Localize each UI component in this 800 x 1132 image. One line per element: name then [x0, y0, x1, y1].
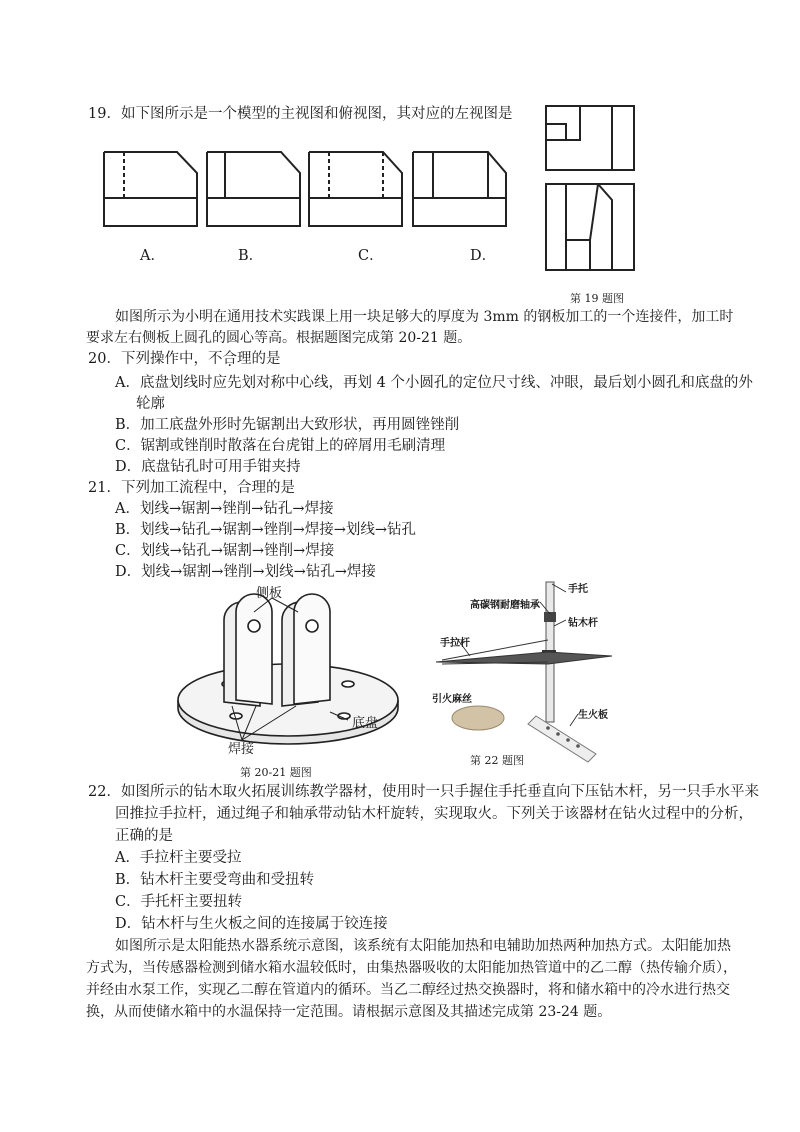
q20-option-c[interactable]: C．锯割或锉削时散落在台虎钳上的碎屑用毛刷清理 — [115, 438, 446, 454]
fig22-label-rod: 钻木杆 — [568, 618, 598, 629]
fig22-label-pull-bar: 手拉杆 — [440, 638, 470, 649]
q19-option-d[interactable]: D． — [470, 248, 497, 264]
q22-option-c[interactable]: C．手托杆主要扭转 — [115, 894, 243, 910]
q21-option-d[interactable]: D．划线→锯割→锉削→划线→钻孔→焊接 — [115, 564, 376, 580]
fig22-caption: 第 22 题图 — [470, 754, 524, 767]
intro-23-24-line2: 方式为，当传感器检测到储水箱水温较低时，由集热器吸收的太阳能加热管道中的乙二醇（热传输介质）， — [86, 960, 737, 976]
intro-20-21-line2: 要求左右侧板上圆孔的圆心等高。根据题图完成第 20-21 题。 — [86, 330, 472, 346]
q22-stem-line2: 回推拉手拉杆，通过绳子和轴承带动钻木杆旋转，实现取火。下列关于该器材在钻火过程中的分析， — [115, 806, 753, 822]
q21-stem: 21．下列加工流程中，合理的是 — [88, 480, 295, 496]
fig22-label-handrest: 手托 — [568, 584, 588, 595]
q20-option-d[interactable]: D．底盘钻孔时可用手钳夹持 — [115, 459, 301, 475]
q20-option-b[interactable]: B．加工底盘外形时先锯割出大致形状，再用圆锉锉削 — [115, 417, 460, 433]
q21-option-b[interactable]: B．划线→钻孔→锯割→锉削→焊接→划线→钻孔 — [115, 522, 417, 538]
q19-option-c[interactable]: C． — [358, 248, 384, 264]
fig2021-label-base: 底盘 — [352, 716, 379, 731]
fig2021-caption: 第 20-21 题图 — [240, 766, 312, 779]
q20-stem-prefix: 20．下列操作中， — [88, 351, 208, 367]
q21-option-c[interactable]: C．划线→钻孔→锯割→锉削→焊接 — [115, 543, 335, 559]
q19-option-b[interactable]: B． — [238, 248, 264, 264]
q22-stem-line3: 正确的是 — [115, 828, 173, 844]
intro-23-24-line4: 换，从而使储水箱中的水温保持一定范围。请根据示意图及其描述完成第 23-24 题。 — [86, 1004, 612, 1020]
intro-23-24-line3: 并经由水泵工作，实现乙二醇在管道内的循环。当乙二醇经过热交换器时，将和储水箱中的冷水进行热交 — [86, 982, 730, 998]
q21-option-a[interactable]: A．划线→锯割→锉削→钻孔→焊接 — [115, 501, 334, 517]
q20-stem-emphasis: 不合理 — [207, 351, 252, 367]
q22-stem-line1: 22．如图所示的钻木取火拓展训练教学器材，使用时一只手握住手托垂直向下压钻木杆，另一只手水平来 — [88, 784, 759, 800]
fig2021-label-weld: 焊接 — [228, 742, 255, 757]
fig22-label-tinder: 引火麻丝 — [432, 694, 472, 705]
fig2021-label-side-plate: 侧板 — [256, 586, 283, 601]
q22-option-a[interactable]: A．手拉杆主要受拉 — [115, 850, 242, 866]
fig22-label-bearing: 高碳钢耐磨轴承 — [470, 600, 540, 611]
q20-stem-suffix: 的是 — [251, 351, 281, 367]
q19-stem: 19．如下图所示是一个模型的主视图和俯视图，其对应的左视图是 — [88, 106, 513, 122]
q22-option-b[interactable]: B．钻木杆主要受弯曲和受扭转 — [115, 872, 315, 888]
q20-option-a-cont[interactable]: 轮廓 — [136, 396, 165, 412]
intro-20-21-line1: 如图所示为小明在通用技术实践课上用一块足够大的厚度为 3mm 的钢板加工的一个连接件，加工时 — [115, 309, 734, 325]
intro-23-24-line1: 如图所示是太阳能热水器系统示意图，该系统有太阳能加热和电辅助加热两种加热方式。太阳能加热 — [115, 938, 731, 954]
q20-option-a[interactable]: A．底盘划线时应先划对称中心线，再划 4 个小圆孔的定位尺寸线、冲眼，最后划小圆孔和底盘的外 — [115, 375, 753, 391]
q19-caption: 第 19 题图 — [570, 292, 624, 305]
q19-option-a[interactable]: A． — [140, 248, 165, 264]
q22-option-d[interactable]: D．钻木杆与生火板之间的连接属于铰连接 — [115, 916, 388, 932]
fig22-label-board: 生火板 — [578, 710, 608, 721]
